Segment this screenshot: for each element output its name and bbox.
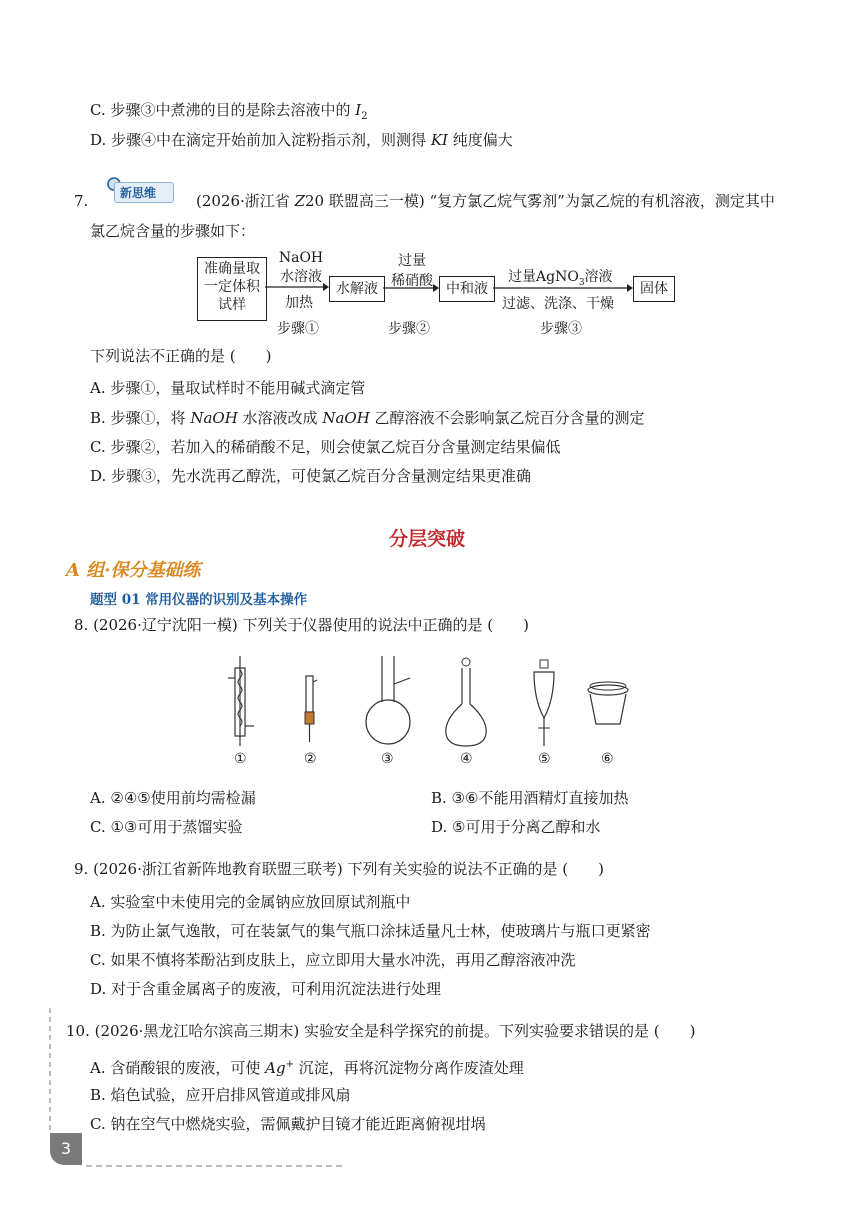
flow-arrow-1 bbox=[265, 282, 329, 292]
q7-option-d: D. 步骤③，先水洗再乙醇洗，可使氯乙烷百分含量测定结果更准确 bbox=[90, 467, 532, 485]
flow-arrow3-reagent: 过量AgNO$_3$溶液 bbox=[508, 269, 613, 288]
q9-stem: 9. (2026·浙江省新阵地教育联盟三联考) 下列有关实验的说法不正确的是 ( ) bbox=[74, 860, 604, 878]
condenser-icon bbox=[228, 656, 254, 746]
section-title: 分层突破 bbox=[389, 528, 466, 550]
q10-option-a: A. 含硝酸银的废液，可使 Ag+ 沉淀，再将沉淀物分离作废渣处理 bbox=[90, 1059, 524, 1077]
type-title: 题型 01 常用仪器的识别及基本操作 bbox=[90, 592, 308, 608]
flow-step1-label: 步骤① bbox=[277, 321, 319, 337]
distillation-flask-icon bbox=[366, 656, 410, 744]
flow-box-solid: 固体 bbox=[633, 276, 675, 302]
flow-arrow1-reagent: NaOH 水溶液 bbox=[278, 250, 324, 285]
q9-option-a: A. 实验室中未使用完的金属钠应放回原试剂瓶中 bbox=[90, 893, 411, 911]
q8-stem: 8. (2026·辽宁沈阳一模) 下列关于仪器使用的说法中正确的是 ( ) bbox=[74, 616, 529, 634]
flow-box-sample: 准确量取 一定体积 试样 bbox=[197, 257, 267, 321]
separatory-funnel-icon bbox=[534, 660, 554, 746]
crucible-icon bbox=[588, 682, 628, 724]
q9-option-c: C. 如果不慎将苯酚沾到皮肤上，应立即用大量水冲洗，再用乙醇溶液冲洗 bbox=[90, 951, 576, 969]
q7-question: 下列说法不正确的是 ( ) bbox=[90, 347, 272, 365]
new-thinking-badge bbox=[104, 176, 174, 202]
q9-option-d: D. 对于含重金属离子的废液，可利用沉淀法进行处理 bbox=[90, 980, 442, 998]
burette-icon bbox=[305, 676, 317, 742]
group-title: A 组·保分基础练 bbox=[66, 560, 201, 581]
q7-number: 7. bbox=[74, 192, 89, 210]
q8-option-a: A. ②④⑤使用前均需检漏 bbox=[90, 789, 256, 807]
q7-stem-line2: 氯乙烷含量的步骤如下： bbox=[90, 222, 256, 240]
apparatus-label-4: ④ bbox=[460, 751, 473, 767]
apparatus-label-2: ② bbox=[304, 751, 317, 767]
apparatus-label-1: ① bbox=[234, 751, 247, 767]
q6-option-d: D. 步骤④中在滴定开始前加入淀粉指示剂，则测得 KI 纯度偏大 bbox=[90, 131, 513, 149]
flow-arrow-3 bbox=[493, 283, 633, 293]
flow-arrow2-reagent: 过量 稀硝酸 bbox=[391, 253, 433, 289]
q8-option-d: D. ⑤可用于分离乙醇和水 bbox=[431, 818, 601, 836]
apparatus-label-3: ③ bbox=[381, 751, 394, 767]
q10-option-b: B. 焰色试验，应开启排风管道或排风扇 bbox=[90, 1086, 351, 1104]
badge-label: 新思维 bbox=[120, 186, 157, 200]
flow-box-neutralized: 中和液 bbox=[439, 276, 495, 302]
q10-option-c: C. 钠在空气中燃烧实验，需佩戴护目镜才能近距离俯视坩埚 bbox=[90, 1115, 486, 1133]
flow-step2-label: 步骤② bbox=[388, 321, 430, 337]
q6-option-c: C. 步骤③中煮沸的目的是除去溶液中的 $I_2$ bbox=[90, 101, 368, 122]
flow-arrow1-condition: 加热 bbox=[285, 295, 313, 311]
q7-stem-line1: (2026·浙江省 Z20 联盟高三一模) “复方氯乙烷气雾剂”为氯乙烷的有机溶液，测定其中 bbox=[196, 192, 775, 210]
q8-option-b: B. ③⑥不能用酒精灯直接加热 bbox=[431, 789, 629, 807]
q8-option-c: C. ①③可用于蒸馏实验 bbox=[90, 818, 243, 836]
apparatus-label-5: ⑤ bbox=[538, 751, 551, 767]
flow-step3-label: 步骤③ bbox=[540, 321, 582, 337]
q9-option-b: B. 为防止氯气逸散，可在装氯气的集气瓶口涂抹适量凡士林，使玻璃片与瓶口更紧密 bbox=[90, 922, 651, 940]
flow-box-hydrolysate: 水解液 bbox=[329, 276, 385, 302]
q7-option-b: B. 步骤①，将 NaOH 水溶液改成 NaOH 乙醇溶液不会影响氯乙烷百分含量的测定 bbox=[90, 409, 645, 427]
q7-option-a: A. 步骤①，量取试样时不能用碱式滴定管 bbox=[90, 379, 366, 397]
page-margin-decoration bbox=[46, 1008, 366, 1173]
flow-arrow3-condition: 过滤、洗涤、干燥 bbox=[502, 296, 614, 312]
volumetric-flask-icon bbox=[446, 658, 486, 746]
lab-apparatus-figure bbox=[218, 650, 638, 770]
apparatus-label-6: ⑥ bbox=[601, 751, 614, 767]
q10-stem: 10. (2026·黑龙江哈尔滨高三期末) 实验安全是科学探究的前提。下列实验要求错误的是 ( ) bbox=[66, 1022, 696, 1040]
q7-option-c: C. 步骤②，若加入的稀硝酸不足，则会使氯乙烷百分含量测定结果偏低 bbox=[90, 438, 561, 456]
flow-arrow-2 bbox=[383, 283, 439, 293]
page-number: 3 bbox=[50, 1133, 82, 1165]
